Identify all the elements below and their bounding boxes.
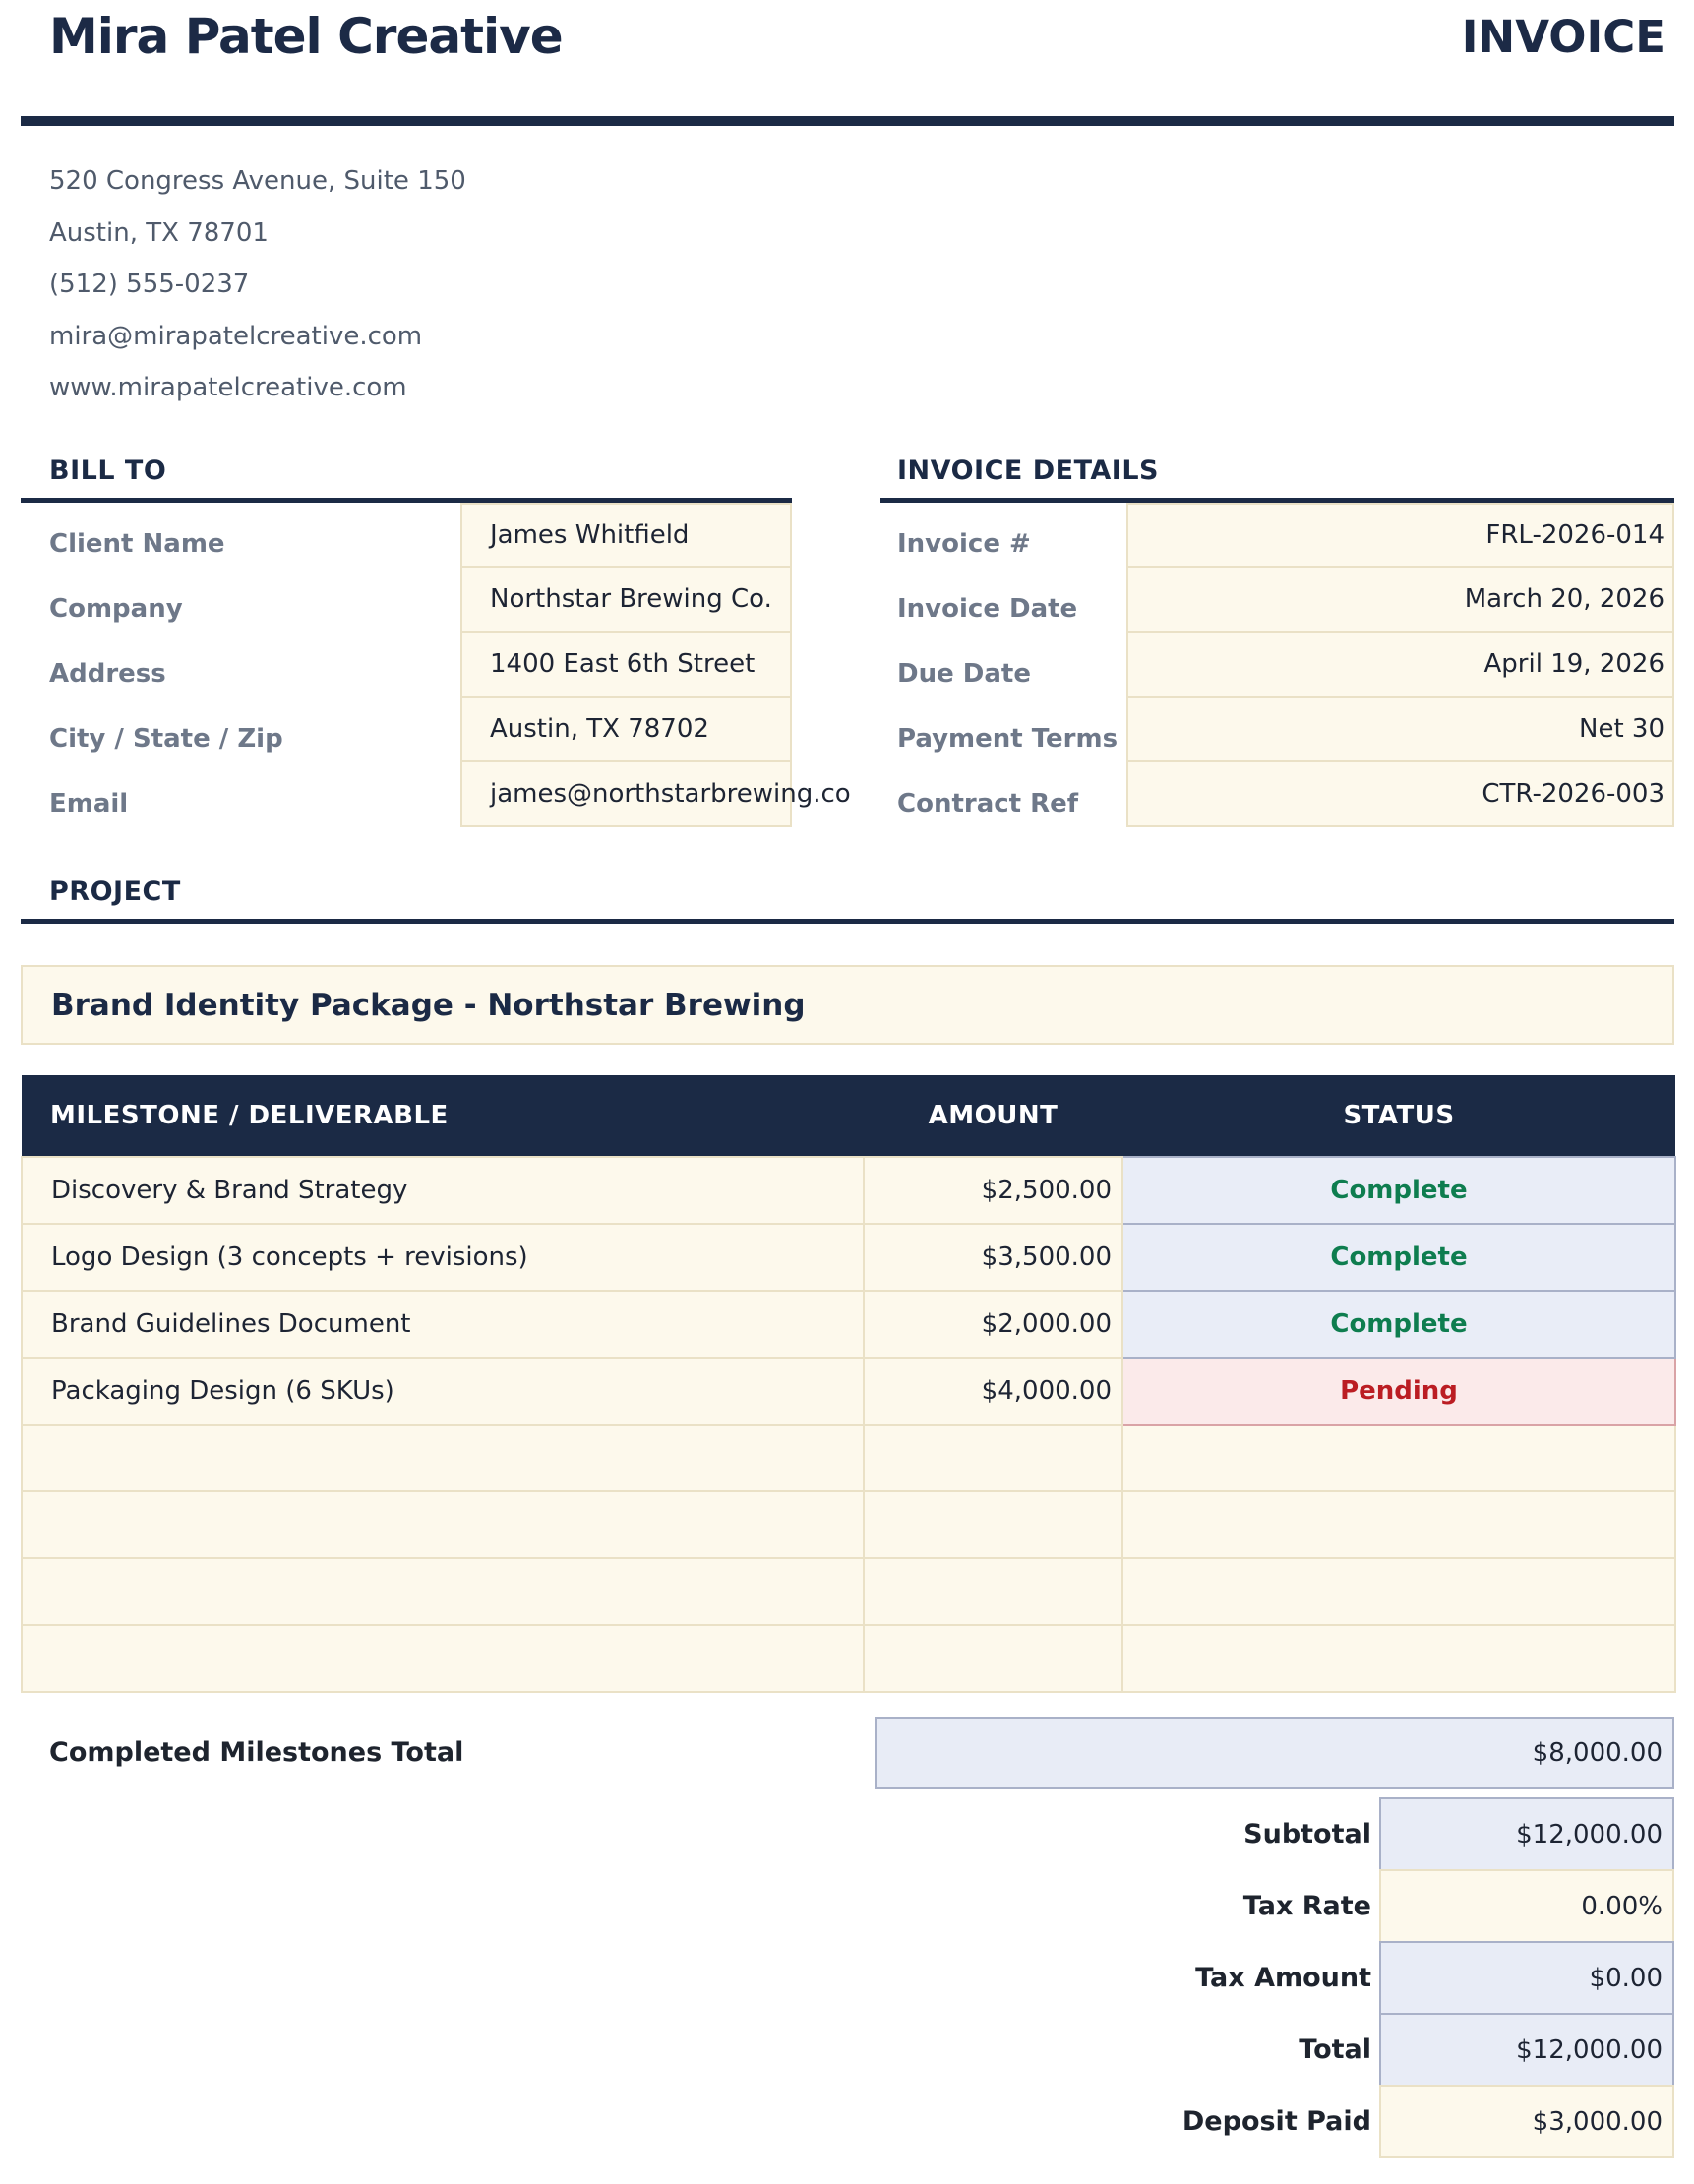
- address-label: Address: [49, 659, 166, 689]
- field-row-due-date: [880, 633, 1674, 698]
- due-date-field[interactable]: April 19, 2026: [1126, 633, 1674, 698]
- completed-milestones-label: Completed Milestones Total: [49, 1737, 464, 1768]
- company-email: mira@mirapatelcreative.com: [49, 321, 423, 351]
- table-row-empty: [22, 1625, 1675, 1692]
- subtotal-value[interactable]: $12,000.00: [1379, 1797, 1674, 1871]
- project-section-header: [21, 876, 1674, 924]
- invoice-number-field[interactable]: FRL-2026-014: [1126, 503, 1674, 568]
- address-field[interactable]: 1400 East 6th Street: [460, 633, 792, 698]
- table-header-row: [22, 1075, 1675, 1157]
- table-row: [22, 1157, 1675, 1224]
- company-address-block: [49, 155, 466, 414]
- city-state-zip-field[interactable]: Austin, TX 78702: [460, 698, 792, 762]
- table-row: [22, 1358, 1675, 1425]
- address-line-1: 520 Congress Avenue, Suite 150: [49, 166, 466, 196]
- tax-rate-row: [21, 1869, 1674, 1943]
- milestones-table: [21, 1075, 1676, 1693]
- subtotal-row: [21, 1797, 1674, 1871]
- milestone-cell[interactable]: [22, 1491, 864, 1558]
- amount-cell[interactable]: $2,000.00: [864, 1291, 1122, 1358]
- amount-cell[interactable]: [864, 1625, 1122, 1692]
- address-line-2: Austin, TX 78701: [49, 217, 269, 248]
- amount-cell[interactable]: [864, 1425, 1122, 1491]
- milestone-cell[interactable]: Discovery & Brand Strategy: [22, 1157, 864, 1224]
- total-row: [21, 2013, 1674, 2087]
- status-cell[interactable]: [1122, 1425, 1675, 1491]
- milestone-column-header: MILESTONE / DELIVERABLE: [22, 1075, 864, 1157]
- invoice-details-section: [880, 455, 1674, 827]
- payment-terms-field[interactable]: Net 30: [1126, 698, 1674, 762]
- milestone-cell[interactable]: Packaging Design (6 SKUs): [22, 1358, 864, 1425]
- deposit-paid-value[interactable]: $3,000.00: [1379, 2085, 1674, 2158]
- completed-milestones-value[interactable]: $8,000.00: [875, 1717, 1674, 1789]
- header-divider: [21, 116, 1674, 126]
- totals-section: [21, 1797, 1674, 2158]
- invoice-date-field[interactable]: March 20, 2026: [1126, 568, 1674, 633]
- client-name-label: Client Name: [49, 529, 225, 559]
- invoice-date-label: Invoice Date: [897, 594, 1078, 624]
- subtotal-label: Subtotal: [1243, 1819, 1371, 1850]
- amount-cell[interactable]: $4,000.00: [864, 1358, 1122, 1425]
- project-rule: [21, 919, 1674, 924]
- company-label: Company: [49, 594, 183, 624]
- field-row-payment-terms: [880, 698, 1674, 762]
- milestone-cell[interactable]: [22, 1558, 864, 1625]
- status-cell[interactable]: Complete: [1122, 1224, 1675, 1291]
- field-row-invoice-date: [880, 568, 1674, 633]
- table-row: [22, 1224, 1675, 1291]
- table-row: [22, 1291, 1675, 1358]
- amount-cell[interactable]: [864, 1558, 1122, 1625]
- milestone-cell[interactable]: [22, 1625, 864, 1692]
- tax-amount-label: Tax Amount: [1195, 1963, 1371, 1993]
- tax-amount-row: [21, 1941, 1674, 2015]
- milestone-cell[interactable]: Logo Design (3 concepts + revisions): [22, 1224, 864, 1291]
- project-name-field[interactable]: Brand Identity Package - Northstar Brewing: [21, 965, 1674, 1045]
- field-row-invoice-number: [880, 503, 1674, 568]
- amount-cell[interactable]: $2,500.00: [864, 1157, 1122, 1224]
- email-field[interactable]: james@northstarbrewing.co: [460, 762, 792, 827]
- project-title-label: PROJECT: [49, 877, 181, 907]
- status-cell[interactable]: Complete: [1122, 1291, 1675, 1358]
- status-cell[interactable]: [1122, 1625, 1675, 1692]
- document-title: INVOICE: [1461, 11, 1665, 63]
- bill-to-title: BILL TO: [49, 455, 167, 486]
- amount-cell[interactable]: $3,500.00: [864, 1224, 1122, 1291]
- amount-column-header: AMOUNT: [864, 1075, 1122, 1157]
- due-date-label: Due Date: [897, 659, 1031, 689]
- total-label: Total: [1299, 2034, 1371, 2065]
- tax-rate-label: Tax Rate: [1242, 1891, 1371, 1921]
- tax-rate-value[interactable]: 0.00%: [1379, 1869, 1674, 1943]
- field-row-city-state-zip: [21, 698, 792, 762]
- deposit-paid-row: [21, 2085, 1674, 2158]
- company-name: Mira Patel Creative: [49, 8, 563, 65]
- company-field[interactable]: Northstar Brewing Co.: [460, 568, 792, 633]
- total-value[interactable]: $12,000.00: [1379, 2013, 1674, 2087]
- tax-amount-value[interactable]: $0.00: [1379, 1941, 1674, 2015]
- email-label: Email: [49, 789, 129, 819]
- client-name-field[interactable]: James Whitfield: [460, 503, 792, 568]
- deposit-paid-label: Deposit Paid: [1181, 2106, 1371, 2137]
- completed-milestones-row: [21, 1717, 1674, 1789]
- status-cell[interactable]: Pending: [1122, 1358, 1675, 1425]
- table-row-empty: [22, 1558, 1675, 1625]
- status-cell[interactable]: [1122, 1491, 1675, 1558]
- field-row-email: [21, 762, 851, 827]
- header: [21, 8, 1674, 67]
- field-row-address: [21, 633, 792, 698]
- invoice-number-label: Invoice #: [897, 529, 1031, 559]
- table-row-empty: [22, 1425, 1675, 1491]
- milestone-cell[interactable]: [22, 1425, 864, 1491]
- amount-cell[interactable]: [864, 1491, 1122, 1558]
- city-state-zip-label: City / State / Zip: [49, 724, 283, 754]
- contract-ref-label: Contract Ref: [897, 789, 1079, 819]
- invoice-details-title: INVOICE DETAILS: [897, 455, 1159, 486]
- bill-to-section: [21, 455, 851, 827]
- table-row-empty: [22, 1491, 1675, 1558]
- status-cell[interactable]: [1122, 1558, 1675, 1625]
- field-row-company: [21, 568, 792, 633]
- company-website: www.mirapatelcreative.com: [49, 373, 407, 402]
- status-column-header: STATUS: [1122, 1075, 1675, 1157]
- payment-terms-label: Payment Terms: [897, 724, 1119, 754]
- field-row-contract-ref: [880, 762, 1674, 827]
- milestone-cell[interactable]: Brand Guidelines Document: [22, 1291, 864, 1358]
- status-cell[interactable]: Complete: [1122, 1157, 1675, 1224]
- company-phone: (512) 555-0237: [49, 270, 250, 299]
- field-row-client-name: [21, 503, 792, 568]
- contract-ref-field[interactable]: CTR-2026-003: [1126, 762, 1674, 827]
